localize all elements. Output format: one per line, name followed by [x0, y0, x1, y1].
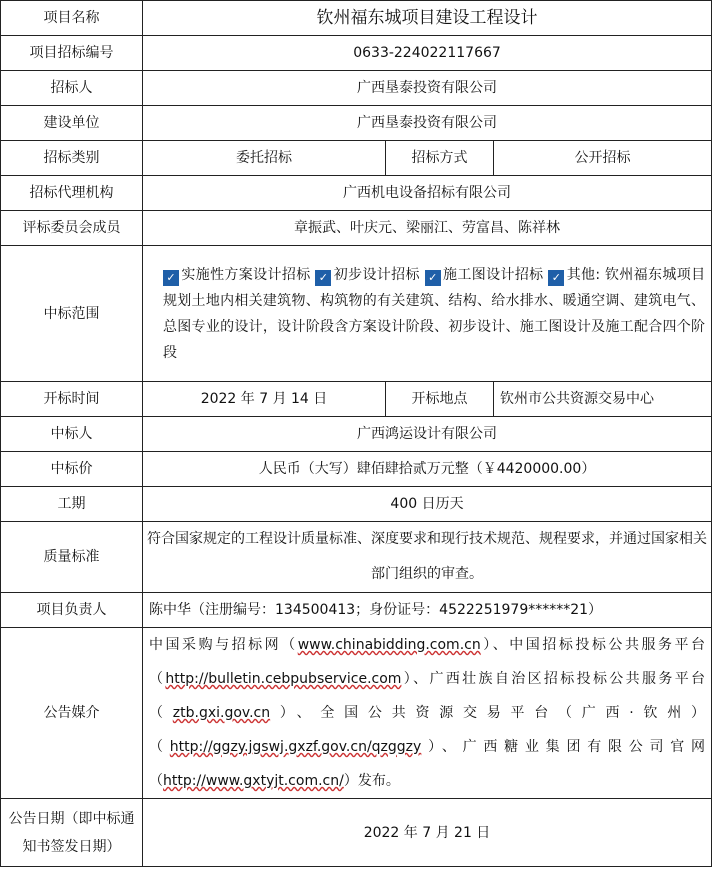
checkbox-checked-icon[interactable]: ✓ — [315, 270, 331, 286]
row-price — [1, 452, 712, 487]
manager-value: 陈中华（注册编号：134500413；身份证号：4522251979******21） — [143, 593, 712, 628]
scope-option-3: 施工图设计招标 — [442, 266, 544, 283]
committee-label: 评标委员会成员 — [1, 211, 143, 246]
period-value: 400 日历天 — [143, 487, 712, 522]
row-winner — [1, 417, 712, 452]
row-agency — [1, 176, 712, 211]
checkbox-checked-icon[interactable]: ✓ — [548, 270, 564, 286]
price-value: 人民币（大写）肆佰肆拾贰万元整（￥4420000.00） — [143, 452, 712, 487]
winner-label: 中标人 — [1, 417, 143, 452]
row-quality — [1, 522, 712, 593]
row-committee — [1, 211, 712, 246]
committee-value: 章振武、叶庆元、梁丽江、劳富昌、陈祥林 — [143, 211, 712, 246]
tender-no-label: 项目招标编号 — [1, 36, 143, 71]
row-category — [1, 141, 712, 176]
open-time-value: 2022 年 7 月 14 日 — [143, 382, 386, 417]
notice-date-value: 2022 年 7 月 21 日 — [143, 799, 712, 867]
media-link-4[interactable]: http://ggzy.jgswj.gxzf.gov.cn/qzggzy — [169, 739, 422, 755]
row-media — [1, 628, 712, 799]
quality-label: 质量标准 — [1, 522, 143, 593]
media-link-1[interactable]: www.chinabidding.com.cn — [297, 637, 481, 653]
row-scope — [1, 246, 712, 382]
category-value: 委托招标 — [143, 141, 386, 176]
row-notice-date — [1, 799, 712, 867]
media-text-1: 中国采购与招标网（ — [149, 637, 298, 653]
scope-value — [143, 246, 712, 382]
quality-value: 符合国家规定的工程设计质量标准、深度要求和现行技术规范、规程要求，并通过国家相关部门组织的审查。 — [143, 522, 712, 593]
method-label: 招标方式 — [386, 141, 494, 176]
scope-option-4: 其他: — [566, 266, 601, 283]
media-text-6: ）发布。 — [343, 773, 400, 789]
row-builder — [1, 106, 712, 141]
media-text-2: ）、中国招标投标公共服务平台（ — [149, 637, 706, 687]
winner-value: 广西鸿运设计有限公司 — [143, 417, 712, 452]
media-link-5[interactable]: http://www.gxtyjt.com.cn/ — [163, 773, 344, 789]
project-name-value: 钦州福东城项目建设工程设计 — [143, 1, 712, 36]
tender-no-value: 0633-224022117667 — [143, 36, 712, 71]
builder-label: 建设单位 — [1, 106, 143, 141]
row-period — [1, 487, 712, 522]
checkbox-checked-icon[interactable]: ✓ — [163, 270, 179, 286]
open-place-value: 钦州市公共资源交易中心 — [494, 382, 712, 417]
media-link-2[interactable]: http://bulletin.cebpubservice.com — [165, 671, 402, 687]
scope-option-2: 初步设计招标 — [333, 266, 420, 283]
row-manager — [1, 593, 712, 628]
method-value: 公开招标 — [494, 141, 712, 176]
open-time-label: 开标时间 — [1, 382, 143, 417]
project-name-label: 项目名称 — [1, 1, 143, 36]
media-label: 公告媒介 — [1, 628, 143, 799]
media-link-3[interactable]: ztb.gxi.gov.cn — [172, 705, 271, 721]
checkbox-checked-icon[interactable]: ✓ — [425, 270, 441, 286]
manager-label: 项目负责人 — [1, 593, 143, 628]
agency-value: 广西机电设备招标有限公司 — [143, 176, 712, 211]
media-text-4: ）、全国公共资源交易平台（广西·钦州）（ — [149, 705, 706, 755]
category-label: 招标类别 — [1, 141, 143, 176]
price-label: 中标价 — [1, 452, 143, 487]
scope-text: 钦州福东城项目规划土地内相关建筑物、构筑物的有关建筑、结构、给水排水、暖通空调、建筑电气、总图专业的设计，设计阶段含方案设计阶段、初步设计、施工图设计及施工配合四个阶段 — [163, 266, 706, 361]
agency-label: 招标代理机构 — [1, 176, 143, 211]
media-value — [143, 628, 712, 799]
tenderer-label: 招标人 — [1, 71, 143, 106]
row-project-name — [1, 1, 712, 36]
row-open — [1, 382, 712, 417]
builder-value: 广西垦泰投资有限公司 — [143, 106, 712, 141]
open-place-label: 开标地点 — [386, 382, 494, 417]
media-text-3: ）、广西壮族自治区招标投标公共服务平台（ — [149, 671, 706, 721]
notice-date-label: 公告日期（即中标通知书签发日期） — [1, 799, 143, 867]
scope-label: 中标范围 — [1, 246, 143, 382]
tenderer-value: 广西垦泰投资有限公司 — [143, 71, 712, 106]
period-label: 工期 — [1, 487, 143, 522]
row-tender-no — [1, 36, 712, 71]
row-tenderer — [1, 71, 712, 106]
scope-option-1: 实施性方案设计招标 — [181, 266, 311, 283]
media-text-5: ）、广西糖业集团有限公司官网（ — [149, 739, 706, 789]
